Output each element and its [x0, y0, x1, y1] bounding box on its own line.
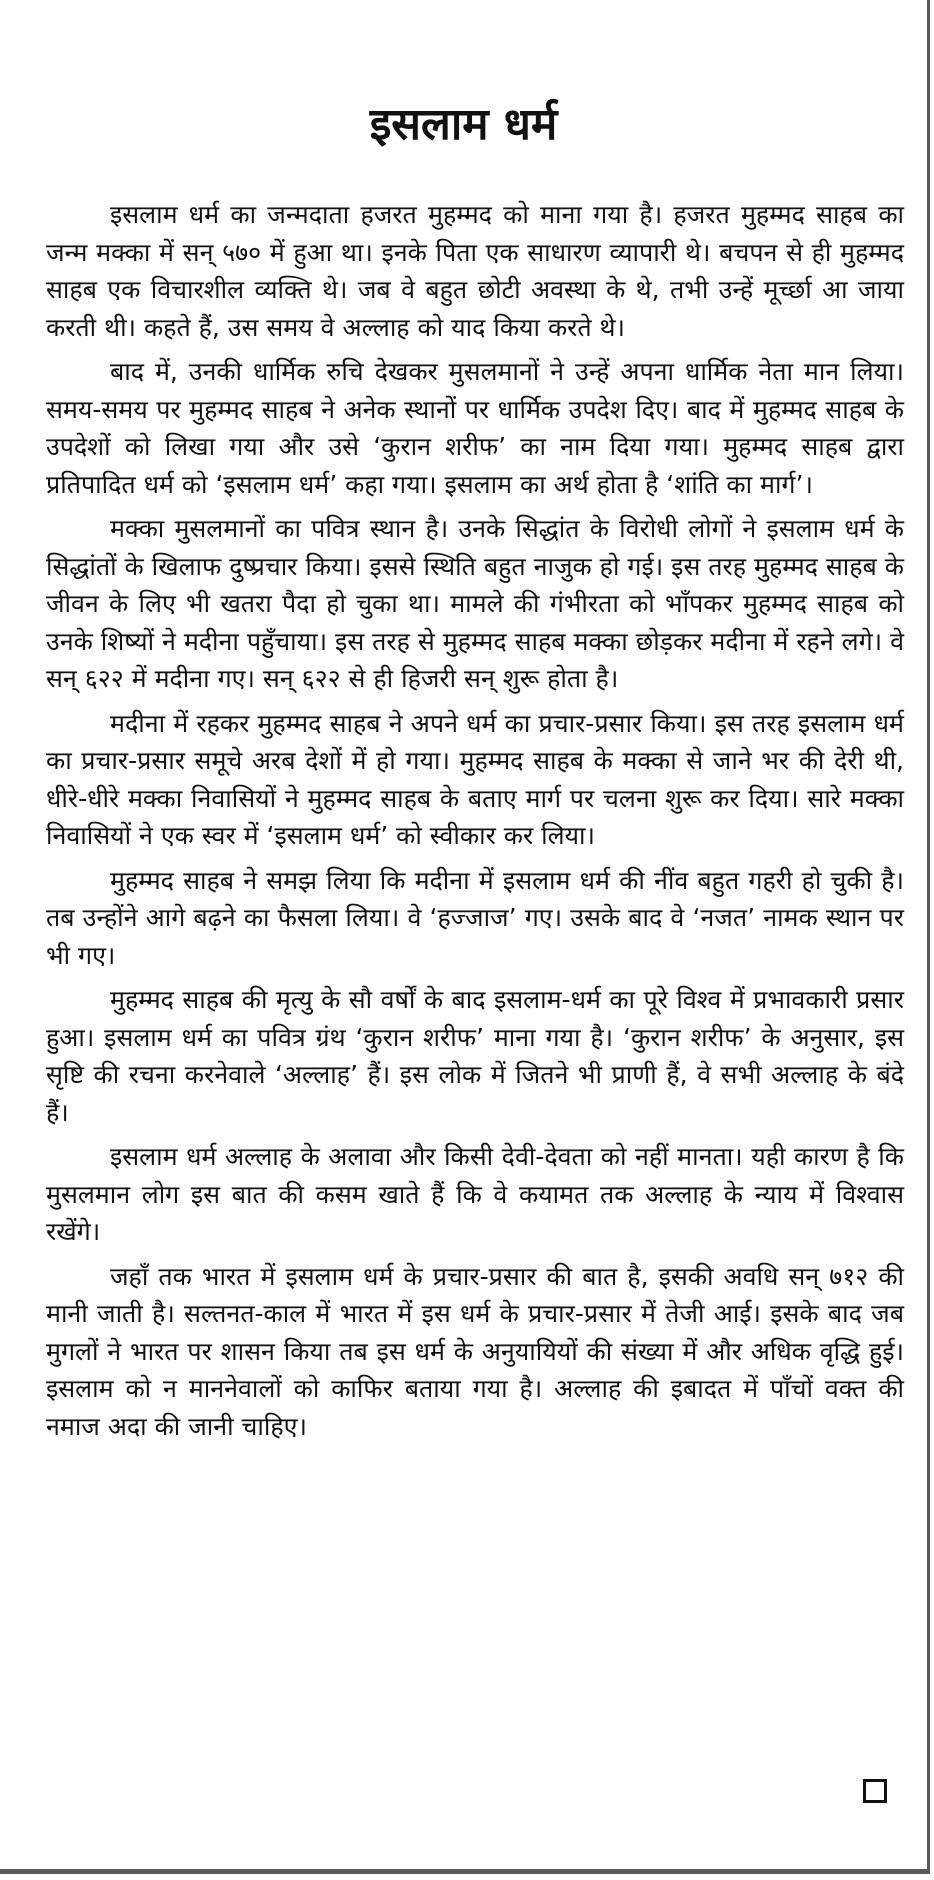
end-marker-box	[863, 1779, 887, 1803]
paragraph-5: मुहम्मद साहब ने समझ लिया कि मदीना में इसलाम धर्म की नींव बहुत गहरी हो चुकी है। तब उन्होंने आगे बढ़ने का फैसला लिया। वे ‘हज्जाज’ गए। उसके बाद वे ‘नजत’ नामक स्थान पर भी गए।	[46, 865, 904, 970]
document-body	[46, 196, 904, 1452]
paragraph-2: बाद में, उनकी धार्मिक रुचि देखकर मुसलमानों ने उन्हें अपना धार्मिक नेता मान लिया। समय-समय पर मुहम्मद साहब ने अनेक स्थानों पर धार्मिक उपदेश दिए। बाद में मुहम्मद साहब के उपदेशों को लिखा गया और उसे ‘कुरान शरीफ’ का नाम दिया गया। मुहम्मद साहब द्वारा प्रतिपादित धर्म को ‘इसलाम धर्म’ कहा गया। इसलाम का अर्थ होता है ‘शांति का मार्ग’।	[46, 357, 904, 499]
paragraph-8: जहाँ तक भारत में इसलाम धर्म के प्रचार-प्रसार की बात है, इसकी अवधि सन् ७१२ की मानी जाती है। सल्तनत-काल में भारत में इस धर्म के प्रचार-प्रसार में तेजी आई। इसके बाद जब मुगलों ने भारत पर शासन किया तब इस धर्म के अनुयायियों की संख्या में और अधिक वृद्धि हुई। इसलाम को न माननेवालों को काफिर बताया गया है। अल्लाह की इबादत में पाँचों वक्त की नमाज अदा की जानी चाहिए।	[46, 1261, 904, 1441]
paragraph-7: इसलाम धर्म अल्लाह के अलावा और किसी देवी-देवता को नहीं मानता। यही कारण है कि मुसलमान लोग इस बात की कसम खाते हैं कि वे कयामत तक अल्लाह के न्याय में विश्वास रखेंगे।	[46, 1142, 904, 1246]
paragraph-4: मदीना में रहकर मुहम्मद साहब ने अपने धर्म का प्रचार-प्रसार किया। इस तरह इसलाम धर्म का प्रचार-प्रसार समूचे अरब देशों में हो गया। मुहम्मद साहब के मक्का से जाने भर की देरी थी, धीरे-धीरे मक्का निवासियों ने मुहम्मद साहब के बताए मार्ग पर चलना शुरू कर दिया। सारे मक्का निवासियों ने एक स्वर में ‘इसलाम धर्म’ को स्वीकार कर लिया।	[46, 708, 904, 850]
paragraph-1: इसलाम धर्म का जन्मदाता हजरत मुहम्मद को माना गया है। हजरत मुहम्मद साहब का जन्म मक्का में सन् ५७० में हुआ था। इनके पिता एक साधारण व्यापारी थे। बचपन से ही मुहम्मद साहब एक विचारशील व्यक्ति थे। जब वे बहुत छोटी अवस्था के थे, तभी उन्हें मूर्च्छा आ जाया करती थी। कहते हैं, उस समय वे अल्लाह को याद किया करते थे।	[46, 200, 904, 342]
document-title: इसलाम धर्म	[369, 99, 558, 150]
paragraph-3: मक्का मुसलमानों का पवित्र स्थान है। उनके सिद्धांत के विरोधी लोगों ने इसलाम धर्म के सिद्धांतों के खिलाफ दुष्प्रचार किया। इससे स्थिति बहुत नाजुक हो गई। इस तरह मुहम्मद साहब के जीवन के लिए भी खतरा पैदा हो चुका था। मामले की गंभीरता को भाँपकर मुहम्मद साहब को उनके शिष्यों ने मदीना पहुँचाया। इस तरह से मुहम्मद साहब मक्का छोड़कर मदीना में रहने लगे। वे सन् ६२२ में मदीना गए। सन् ६२२ से ही हिजरी सन् शुरू होता है।	[46, 514, 904, 693]
paragraph-6: मुहम्मद साहब की मृत्यु के सौ वर्षों के बाद इसलाम-धर्म का पूरे विश्व में प्रभावकारी प्रसार हुआ। इसलाम धर्म का पवित्र ग्रंथ ‘कुरान शरीफ’ माना गया है। ‘कुरान शरीफ’ के अनुसार, इस सृष्टि की रचना करनेवाले ‘अल्लाह’ हैं। इस लोक में जितने भी प्राणी हैं, वे सभी अल्लाह के बंदे हैं।	[46, 985, 904, 1127]
